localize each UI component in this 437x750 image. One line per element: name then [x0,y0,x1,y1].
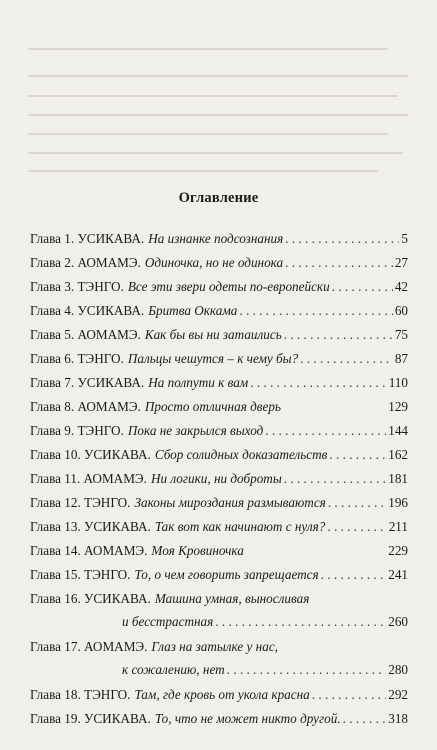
toc-entry[interactable] [30,687,408,703]
toc-entry[interactable] [30,711,408,727]
leader-dots [285,231,399,247]
toc-entry[interactable] [30,591,408,630]
chapter-label: Глава 10. УСИКАВА. [30,447,151,462]
page-number: 196 [388,495,408,510]
chapter-title: Все эти звери одеты по-европейски [127,279,330,294]
page-number: 144 [388,423,408,438]
chapter-label: Глава 12. ТЭНГО. [30,495,131,510]
leader-dots [321,567,387,583]
chapter-label: Глава 4. УСИКАВА. [30,303,145,318]
chapter-title: Ни логики, ни доброты [150,471,282,486]
toc-entry[interactable] [30,255,408,271]
leader-dots [328,495,386,511]
chapter-label: Глава 15. ТЭНГО. [30,567,131,582]
toc-title: Оглавление [178,190,259,206]
toc-entry[interactable] [30,327,408,343]
chapter-label: Глава 9. ТЭНГО. [30,423,124,438]
page-number: 129 [388,399,408,414]
page-number: 60 [394,303,408,318]
chapter-title: Пока не закрылся выход [127,423,264,438]
leader-dots [265,423,386,439]
leader-dots [285,255,393,271]
toc-entry[interactable] [30,399,408,415]
leader-dots [327,519,386,535]
page-number: 211 [388,519,408,534]
chapter-label: Глава 7. УСИКАВА. [30,375,145,390]
page-number: 260 [388,614,408,629]
chapter-label: Глава 1. УСИКАВА. [30,231,145,246]
leader-dots [250,375,386,391]
page-number: 292 [388,687,408,702]
chapter-label: Глава 13. УСИКАВА. [30,519,151,534]
page-number: 318 [388,711,408,726]
page-number: 241 [388,567,408,582]
leader-dots [239,303,392,319]
page-number: 280 [388,662,408,677]
leader-dots [332,279,393,295]
page-number: 181 [388,471,408,486]
chapter-title: Просто отличная дверь [144,399,281,414]
chapter-label: Глава 14. АОМАМЭ. [30,543,148,558]
chapter-title: То, о чем говорить запрещается [134,567,319,582]
toc-entry[interactable] [30,471,408,487]
page-number: 110 [388,375,408,390]
toc-entry[interactable] [30,567,408,583]
chapter-label: Глава 16. УСИКАВА. [30,591,151,606]
chapter-label: Глава 5. АОМАМЭ. [30,327,141,342]
toc-entry[interactable] [30,519,408,535]
chapter-title: Моя Кровиночка [151,543,244,558]
chapter-title: Пальцы чешутся – к чему бы? [127,351,299,366]
leader-dots [227,662,387,678]
chapter-title: Так вот как начинают с нуля? [154,519,326,534]
chapter-title: Машина умная, выносливая [154,591,310,606]
chapter-label: Глава 8. АОМАМЭ. [30,399,141,414]
toc-entry[interactable] [30,375,408,391]
chapter-label: Глава 18. ТЭНГО. [30,687,131,702]
chapter-title: Сбор солидных доказательств [154,447,328,462]
leader-dots [343,711,387,727]
leader-dots [284,327,393,343]
toc-entry[interactable] [30,543,408,559]
toc-entry[interactable] [30,231,408,247]
page-number: 75 [394,327,408,342]
chapter-label: Глава 6. ТЭНГО. [30,351,124,366]
chapter-label: Глава 19. УСИКАВА. [30,711,151,726]
toc-entry[interactable] [30,639,408,678]
toc-entry[interactable] [30,447,408,463]
chapter-label: Глава 17. АОМАМЭ. [30,639,148,654]
chapter-title: Законы мироздания размываются [134,495,326,510]
leader-dots [312,687,386,703]
page-number: 87 [394,351,408,366]
page-number: 42 [394,279,408,294]
page-number: 162 [388,447,408,462]
leader-dots [215,614,386,630]
chapter-label: Глава 11. АОМАМЭ. [30,471,147,486]
chapter-title: Как бы вы ни затаились [144,327,282,342]
page-number: 229 [388,543,408,558]
toc-entry[interactable] [30,423,408,439]
page-number: 27 [394,255,408,270]
leader-dots [284,471,386,487]
chapter-label: Глава 2. АОМАМЭ. [30,255,141,270]
chapter-title: Бритва Оккама [148,303,238,318]
chapter-title: Одиночка, но не одинока [144,255,284,270]
toc-entry[interactable] [30,279,408,295]
chapter-label: Глава 3. ТЭНГО. [30,279,124,294]
chapter-title: То, что не может никто другой. [154,711,341,726]
chapter-title: Глаз на затылке у нас, [151,639,278,654]
leader-dots [329,447,386,463]
chapter-title: На изнанке подсознания [148,231,284,246]
page-number: 5 [401,231,408,246]
chapter-title: Там, где кровь от укола красна [134,687,310,702]
chapter-title: На полпути к вам [148,375,249,390]
leader-dots [300,351,393,367]
chapter-title-cont: к сожалению, нет [122,662,225,677]
chapter-title-cont: и бесстрастная [122,614,214,629]
toc-entry[interactable] [30,495,408,511]
bleed-through-text [0,0,437,180]
toc-entry[interactable] [30,303,408,319]
toc-entry[interactable] [30,351,408,367]
